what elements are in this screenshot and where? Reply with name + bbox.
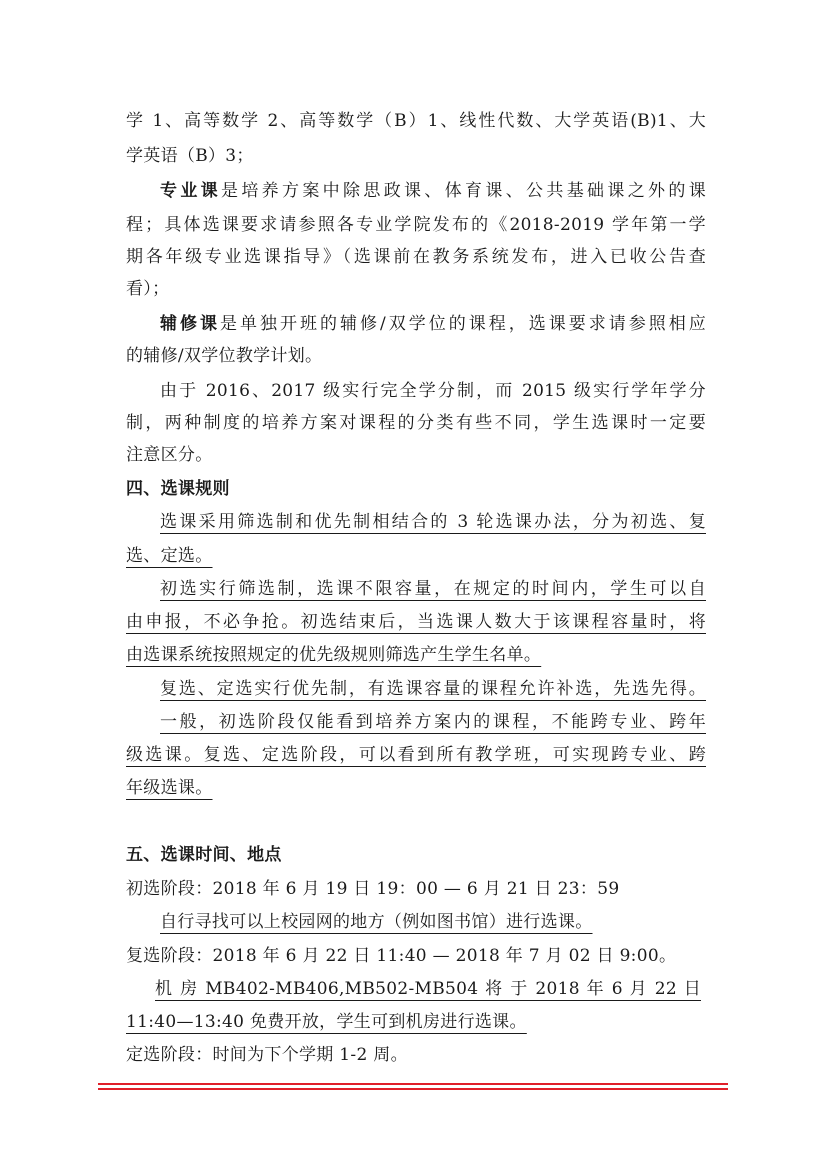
text-line: 年级选课。 <box>126 778 213 798</box>
term-minor-course: 辅修课 <box>160 314 220 334</box>
text-line: 复选阶段：2018 年 6 月 22 日 11:40 — 2018 年 7 月 02 日 9:00。 <box>126 946 677 966</box>
text-line: 看）； <box>126 279 170 299</box>
paragraph-major-course <box>160 180 706 204</box>
text-line: 11:40—13:40 免费开放，学生可到机房进行选课。 <box>126 1012 527 1032</box>
text-line: 由于 2016、2017 级实行完全学分制，而 2015 级实行学年学分 <box>160 381 706 401</box>
text-line: 程；具体选课要求请参照各专业学院发布的《2018-2019 学年第一学 <box>126 215 706 235</box>
footer-rule <box>98 1088 728 1090</box>
text-line: 选、定选。 <box>126 546 213 566</box>
text-line: 级选课。复选、定选阶段，可以看到所有教学班，可实现跨专业、跨 <box>126 745 706 765</box>
text-line: 是单独开班的辅修/双学位的课程，选课要求请参照相应 <box>220 314 706 334</box>
text-line: 机 房 MB402-MB406,MB502-MB504 将 于 2018 年 6 月 22 日 <box>155 979 701 999</box>
text-line: 学英语（B）3； <box>126 146 254 166</box>
text-line: 由申报，不必争抢。初选结束后，当选课人数大于该课程容量时，将 <box>126 612 706 632</box>
text-line: 初选实行筛选制，选课不限容量，在规定的时间内，学生可以自 <box>160 579 706 599</box>
text-line: 由选课系统按照规定的优先级规则筛选产生学生名单。 <box>126 645 542 665</box>
text-line: 制，两种制度的培养方案对课程的分类有些不同，学生选课时一定要 <box>126 413 706 433</box>
text-line: 是培养方案中除思政课、体育课、公共基础课之外的课 <box>221 181 707 201</box>
section-heading-time-place: 五、选课时间、地点 <box>126 845 282 865</box>
text-line: 一般，初选阶段仅能看到培养方案内的课程，不能跨专业、跨年 <box>160 712 706 732</box>
text-line: 自行寻找可以上校园网的地方（例如图书馆）进行选课。 <box>160 912 593 932</box>
text-line: 注意区分。 <box>126 445 213 465</box>
text-line: 选课采用筛选制和优先制相结合的 3 轮选课办法，分为初选、复 <box>160 512 706 532</box>
text-line: 的辅修/双学位教学计划。 <box>126 346 323 366</box>
term-major-course: 专业课 <box>160 181 222 201</box>
section-heading-rules: 四、选课规则 <box>126 479 230 499</box>
text-line: 复选、定选实行优先制，有选课容量的课程允许补选，先选先得。 <box>160 679 706 699</box>
footer-rule <box>98 1083 728 1085</box>
text-line: 学 1、高等数学 2、高等数学（B）1、线性代数、大学英语(B)1、大 <box>126 111 706 131</box>
text-line: 定选阶段：时间为下个学期 1-2 周。 <box>126 1045 408 1065</box>
paragraph-minor-course <box>160 313 706 337</box>
text-line: 初选阶段：2018 年 6 月 19 日 19：00 — 6 月 21 日 23：59 <box>126 879 620 899</box>
text-line: 期各年级专业选课指导》（选课前在教务系统发布，进入已收公告查 <box>126 247 706 267</box>
